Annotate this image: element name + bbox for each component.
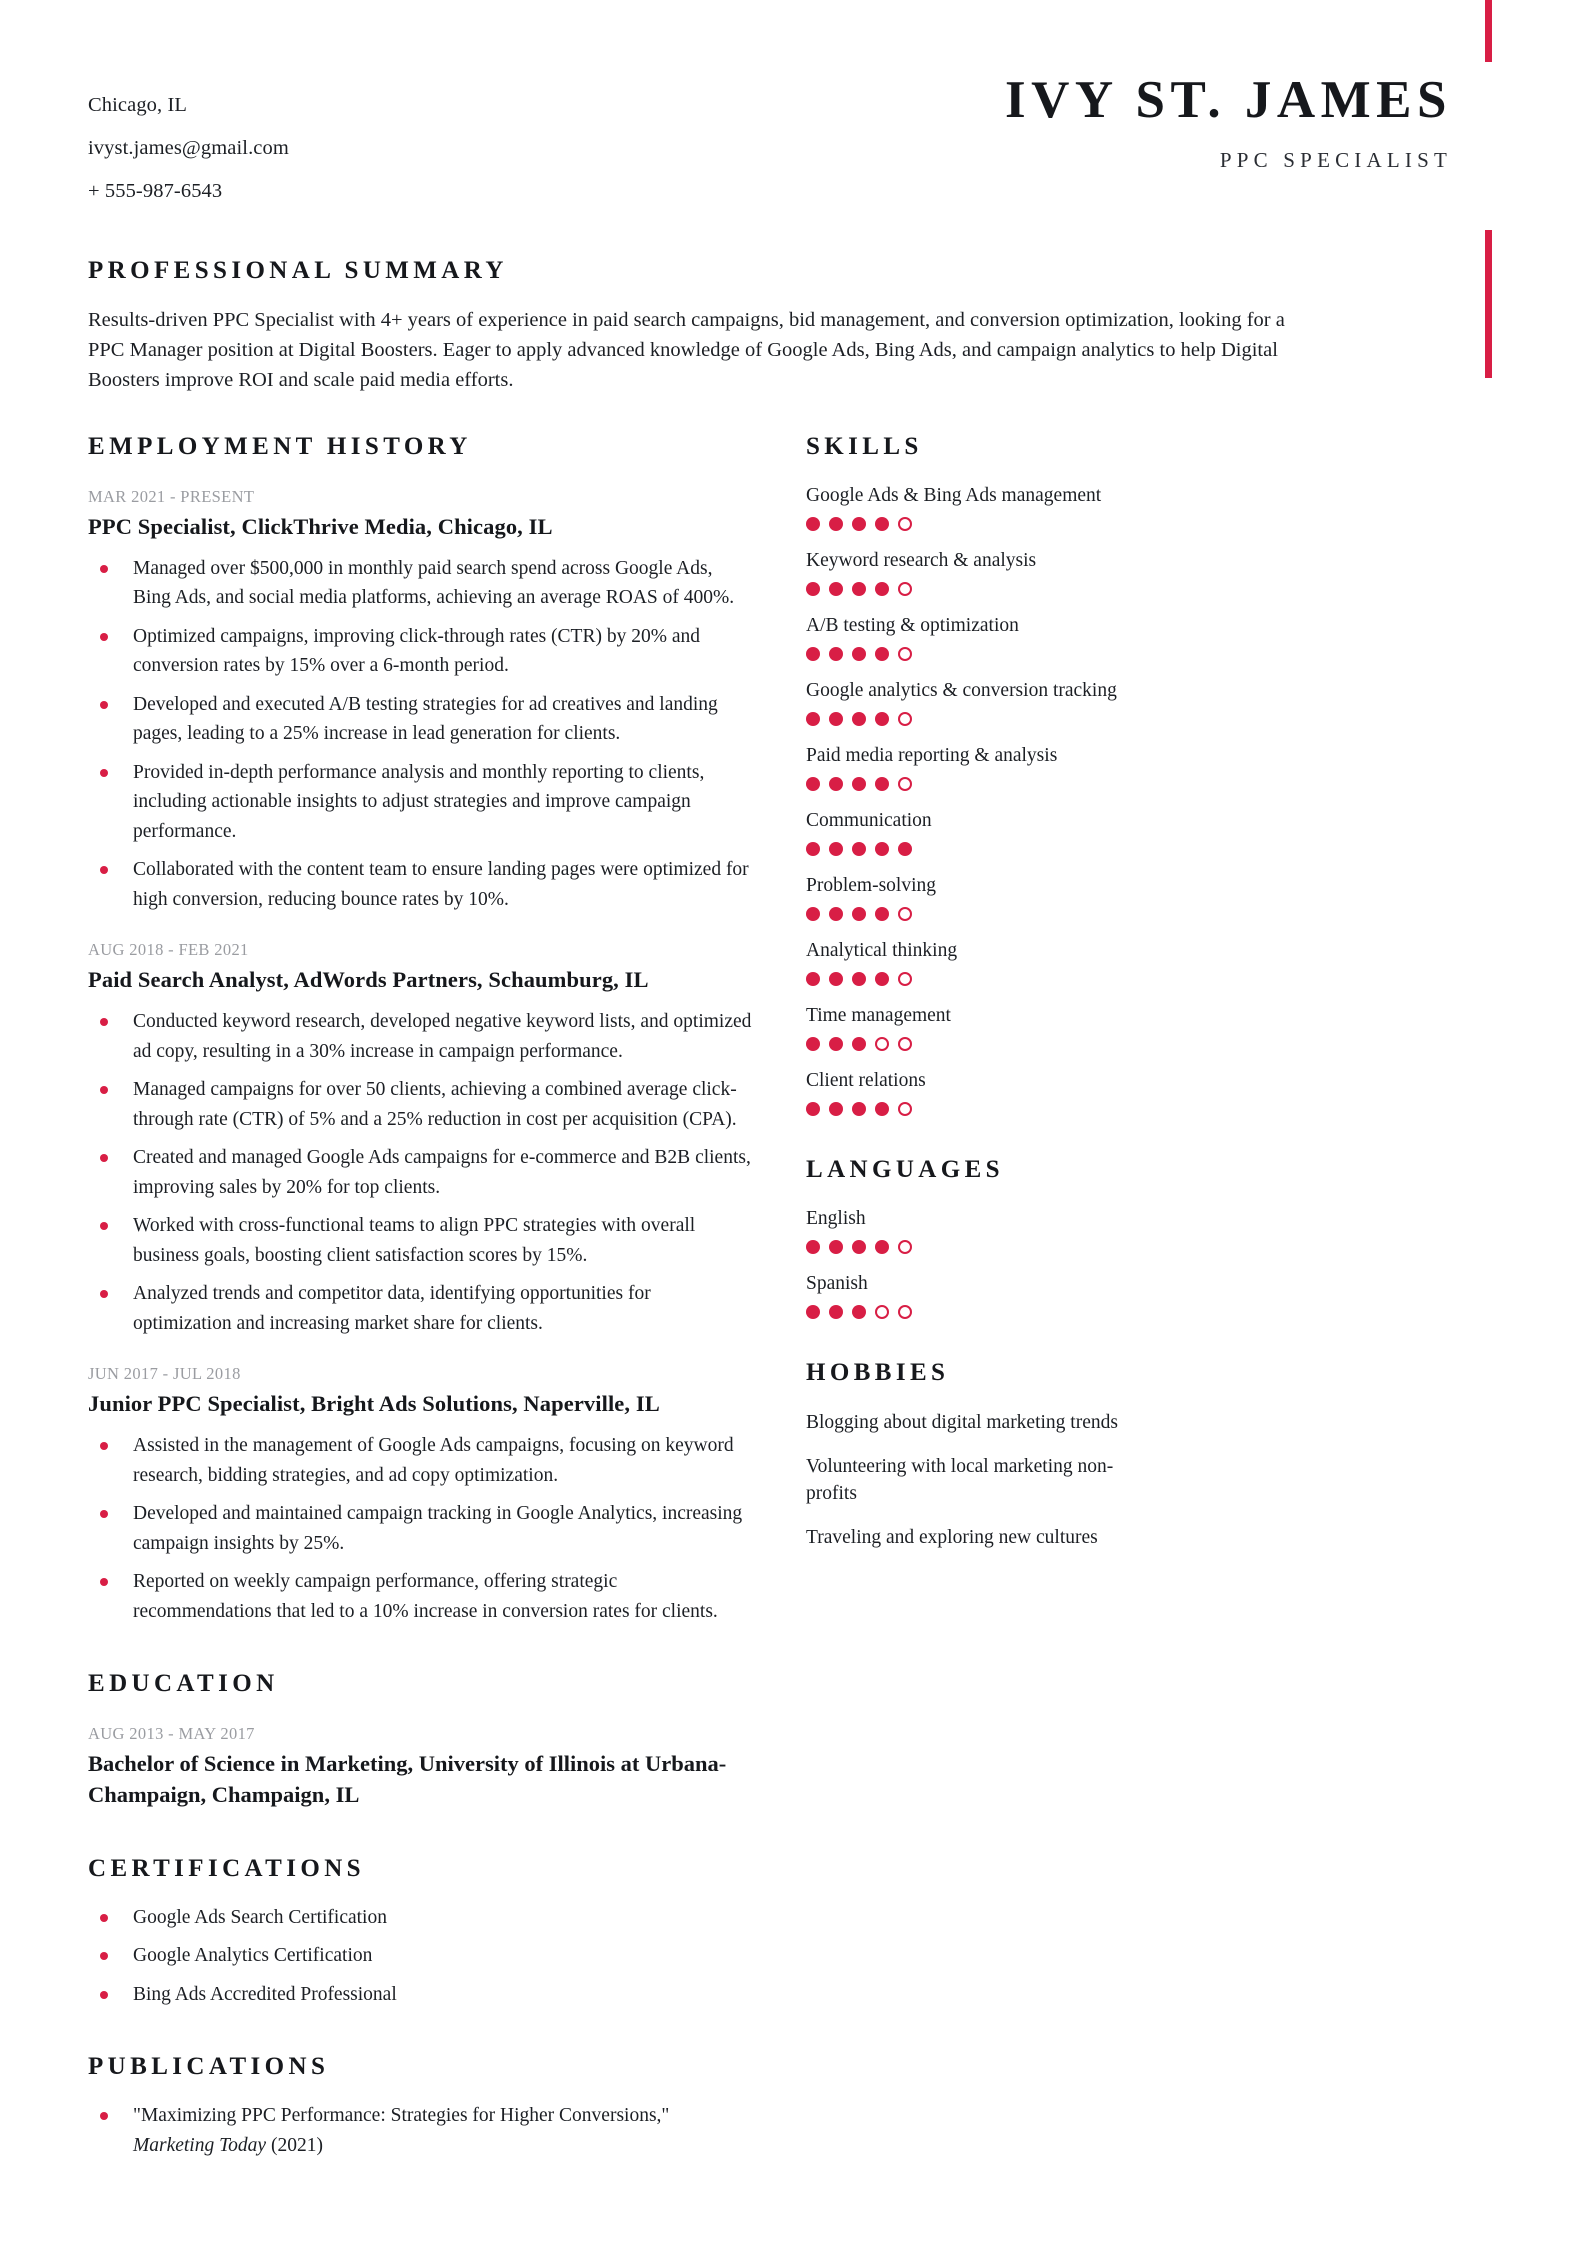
publication-journal: Marketing Today: [133, 2134, 267, 2156]
education-degree: Bachelor of Science in Marketing, University of Illinois at Urbana-Champaign, Champaign, IL: [88, 1751, 727, 1808]
rating-dot-empty: [875, 1305, 889, 1319]
rating-dot-filled: [829, 1037, 843, 1051]
rating-dot-filled: [852, 972, 866, 986]
rating-dot-filled: [875, 972, 889, 986]
rating-dot-filled: [806, 1305, 820, 1319]
rating-dots: [806, 777, 1118, 791]
rated-item-label: Client relations: [806, 1070, 926, 1091]
employment-history-section: [88, 433, 754, 1626]
job-bullet: Developed and maintained campaign tracking in Google Analytics, increasing campaign insights by 25%.: [88, 1499, 754, 1558]
section-heading-education: EDUCATION: [88, 1670, 279, 1698]
rating-dots: [806, 972, 1118, 986]
rating-dot-filled: [806, 582, 820, 596]
resume-header: [0, 0, 1588, 213]
resume-body: [0, 433, 1588, 2169]
rated-item: [806, 613, 1118, 661]
rating-dot-filled: [806, 1037, 820, 1051]
rating-dots: [806, 1240, 1118, 1254]
job-bullet: Provided in-depth performance analysis and monthly reporting to clients, including actionable insights to adjust strategies and improve campaign performance.: [88, 758, 754, 847]
rating-dots: [806, 712, 1118, 726]
jobs-list: [88, 487, 754, 1626]
rating-dot-filled: [852, 1240, 866, 1254]
rating-dot-empty: [898, 712, 912, 726]
publication-title: "Maximizing PPC Performance: Strategies for Higher Conversions,": [133, 2105, 670, 2127]
rating-dot-filled: [875, 1102, 889, 1116]
contact-location: Chicago, IL: [88, 94, 188, 116]
rating-dot-empty: [898, 907, 912, 921]
rated-item: [806, 938, 1118, 986]
rated-item-label: Google analytics & conversion tracking: [806, 680, 1117, 701]
rating-dots: [806, 842, 1118, 856]
rated-item: [806, 678, 1118, 726]
rating-dot-filled: [852, 712, 866, 726]
rated-item: [806, 873, 1118, 921]
contact-email: ivyst.james@gmail.com: [88, 137, 289, 159]
certification-item: Google Ads Search Certification: [88, 1903, 754, 1933]
skills-list: [806, 483, 1118, 1116]
rated-item-label: Spanish: [806, 1273, 868, 1294]
rating-dot-filled: [829, 1305, 843, 1319]
job-date: AUG 2018 - FEB 2021: [88, 940, 249, 960]
rating-dots: [806, 907, 1118, 921]
rated-item: [806, 548, 1118, 596]
rating-dot-filled: [852, 1037, 866, 1051]
job-title: Paid Search Analyst, AdWords Partners, Schaumburg, IL: [88, 967, 649, 993]
rating-dot-empty: [898, 517, 912, 531]
rating-dot-filled: [852, 907, 866, 921]
candidate-job-title: PPC SPECIALIST: [1219, 148, 1452, 173]
rated-item: [806, 1068, 1118, 1116]
professional-summary-section: [88, 257, 1492, 395]
rating-dot-filled: [806, 777, 820, 791]
rating-dot-empty: [898, 1102, 912, 1116]
job-bullet: Reported on weekly campaign performance, offering strategic recommendations that led to a 10% increase in conversion rates for clients.: [88, 1567, 754, 1626]
rating-dot-filled: [852, 777, 866, 791]
rated-item-label: Google Ads & Bing Ads management: [806, 485, 1102, 506]
rating-dot-filled: [829, 1240, 843, 1254]
rating-dot-empty: [875, 1037, 889, 1051]
rating-dot-empty: [898, 1037, 912, 1051]
rating-dot-filled: [852, 647, 866, 661]
rating-dot-empty: [898, 1240, 912, 1254]
rating-dot-filled: [875, 907, 889, 921]
rating-dots: [806, 582, 1118, 596]
job-bullet: Analyzed trends and competitor data, identifying opportunities for optimization and increasing market share for clients.: [88, 1279, 754, 1338]
accent-bar-secondary: [1485, 230, 1492, 378]
rating-dot-filled: [852, 582, 866, 596]
rating-dot-filled: [806, 1102, 820, 1116]
languages-section: [806, 1156, 1118, 1319]
rating-dot-filled: [852, 842, 866, 856]
job-bullet: Managed over $500,000 in monthly paid search spend across Google Ads, Bing Ads, and social media platforms, achieving an average ROAS of 400%.: [88, 554, 754, 613]
section-heading-certifications: CERTIFICATIONS: [88, 1854, 365, 1882]
rating-dot-filled: [829, 907, 843, 921]
rating-dot-filled: [875, 842, 889, 856]
rated-item: [806, 1206, 1118, 1254]
job-bullets: [88, 554, 754, 915]
rating-dot-filled: [852, 517, 866, 531]
rated-item-label: A/B testing & optimization: [806, 615, 1019, 636]
rating-dot-filled: [806, 1240, 820, 1254]
job-bullets: [88, 1431, 754, 1626]
rating-dot-filled: [829, 777, 843, 791]
education-entry: [88, 1724, 754, 1811]
job-title: Junior PPC Specialist, Bright Ads Solutions, Naperville, IL: [88, 1391, 660, 1417]
rating-dot-filled: [829, 842, 843, 856]
job-bullet: Conducted keyword research, developed negative keyword lists, and optimized ad copy, resulting in a 30% increase in campaign performance.: [88, 1007, 754, 1066]
rating-dot-filled: [829, 647, 843, 661]
rating-dot-filled: [852, 1305, 866, 1319]
summary-text: Results-driven PPC Specialist with 4+ years of experience in paid search campaigns, bid management, and conversion optimization, looking for a PPC Manager position at Digital Boosters. Eager to apply advanced knowledge of Google Ads, Bing Ads, and campaign analytics to help Digital Boosters improve ROI and scale paid media efforts.: [88, 309, 1285, 391]
certifications-list: [88, 1903, 754, 2010]
section-heading-summary: PROFESSIONAL SUMMARY: [88, 257, 508, 284]
job-bullet: Worked with cross-functional teams to align PPC strategies with overall business goals, boosting client satisfaction scores by 15%.: [88, 1211, 754, 1270]
rating-dot-filled: [875, 647, 889, 661]
rated-item-label: Paid media reporting & analysis: [806, 745, 1058, 766]
rating-dot-filled: [875, 712, 889, 726]
job-bullet: Managed campaigns for over 50 clients, achieving a combined average click-through rate (CTR) of 5% and a 25% reduction in cost per acquisition (CPA).: [88, 1075, 754, 1134]
rating-dot-filled: [875, 1240, 889, 1254]
rating-dots: [806, 647, 1118, 661]
rating-dots: [806, 1037, 1118, 1051]
rated-item: [806, 1271, 1118, 1319]
publications-list: [88, 2101, 754, 2160]
job-entry: [88, 940, 754, 1338]
job-bullet: Created and managed Google Ads campaigns for e-commerce and B2B clients, improving sales by 20% for top clients.: [88, 1143, 754, 1202]
job-bullet: Developed and executed A/B testing strategies for ad creatives and landing pages, leading to a 25% increase in lead generation for clients.: [88, 690, 754, 749]
rating-dot-filled: [875, 777, 889, 791]
rating-dot-empty: [898, 972, 912, 986]
rated-item: [806, 483, 1118, 531]
hobbies-list: [806, 1409, 1118, 1551]
contact-phone: + 555-987-6543: [88, 180, 223, 202]
rating-dot-empty: [898, 777, 912, 791]
publication-item: [88, 2101, 754, 2160]
rated-item: [806, 743, 1118, 791]
job-bullet: Collaborated with the content team to ensure landing pages were optimized for high conversion, reducing bounce rates by 10%.: [88, 855, 754, 914]
rating-dot-filled: [829, 972, 843, 986]
rating-dot-filled: [898, 842, 912, 856]
rating-dot-filled: [806, 712, 820, 726]
rating-dot-filled: [806, 972, 820, 986]
hobby-item: Blogging about digital marketing trends: [806, 1412, 1118, 1433]
sidebar-column: [788, 433, 1118, 2169]
rated-item-label: Problem-solving: [806, 875, 936, 896]
job-entry: [88, 1364, 754, 1626]
job-date: JUN 2017 - JUL 2018: [88, 1364, 241, 1384]
rating-dot-filled: [806, 647, 820, 661]
rating-dot-filled: [829, 1102, 843, 1116]
hobby-item: Traveling and exploring new cultures: [806, 1527, 1098, 1548]
main-column: [88, 433, 788, 2169]
rated-item-label: Communication: [806, 810, 932, 831]
candidate-name: IVY ST. JAMES: [1005, 71, 1452, 129]
rating-dot-filled: [806, 907, 820, 921]
rating-dot-filled: [829, 712, 843, 726]
identity-block: [558, 72, 1492, 173]
rating-dot-filled: [875, 517, 889, 531]
rating-dot-empty: [898, 582, 912, 596]
publications-section: [88, 2053, 754, 2160]
rating-dot-filled: [829, 582, 843, 596]
skills-section: [806, 433, 1118, 1116]
languages-list: [806, 1206, 1118, 1319]
job-bullets: [88, 1007, 754, 1338]
job-entry: [88, 487, 754, 914]
rating-dots: [806, 1305, 1118, 1319]
rated-item-label: Analytical thinking: [806, 940, 958, 961]
rated-item: [806, 808, 1118, 856]
certifications-section: [88, 1855, 754, 2010]
publication-year: (2021): [266, 2134, 323, 2156]
job-bullet: Optimized campaigns, improving click-through rates (CTR) by 20% and conversion rates by 15% over a 6-month period.: [88, 622, 754, 681]
rating-dot-filled: [852, 1102, 866, 1116]
hobbies-section: [806, 1359, 1118, 1551]
education-date: AUG 2013 - MAY 2017: [88, 1724, 255, 1744]
section-heading-languages: LANGUAGES: [806, 1156, 1004, 1183]
section-heading-publications: PUBLICATIONS: [88, 2053, 330, 2081]
rating-dot-empty: [898, 1305, 912, 1319]
rating-dot-filled: [806, 517, 820, 531]
rating-dot-filled: [806, 842, 820, 856]
rating-dot-filled: [829, 517, 843, 531]
job-title: PPC Specialist, ClickThrive Media, Chicago, IL: [88, 514, 553, 539]
certification-item: Google Analytics Certification: [88, 1941, 754, 1971]
section-heading-skills: SKILLS: [806, 433, 923, 460]
education-section: [88, 1670, 754, 1811]
contact-block: [88, 72, 558, 213]
rated-item-label: Keyword research & analysis: [806, 550, 1037, 571]
accent-bar-top: [1485, 0, 1492, 62]
rated-item-label: Time management: [806, 1005, 951, 1026]
rating-dots: [806, 1102, 1118, 1116]
certification-item: Bing Ads Accredited Professional: [88, 1980, 754, 2010]
rated-item: [806, 1003, 1118, 1051]
rating-dots: [806, 517, 1118, 531]
section-heading-employment: EMPLOYMENT HISTORY: [88, 433, 472, 460]
job-date: MAR 2021 - PRESENT: [88, 487, 255, 506]
hobby-item: Volunteering with local marketing non-profits: [806, 1456, 1114, 1504]
rating-dot-empty: [898, 647, 912, 661]
rating-dot-filled: [875, 582, 889, 596]
job-bullet: Assisted in the management of Google Ads campaigns, focusing on keyword research, bidding strategies, and ad copy optimization.: [88, 1431, 754, 1490]
section-heading-hobbies: HOBBIES: [806, 1359, 950, 1386]
rated-item-label: English: [806, 1208, 866, 1229]
